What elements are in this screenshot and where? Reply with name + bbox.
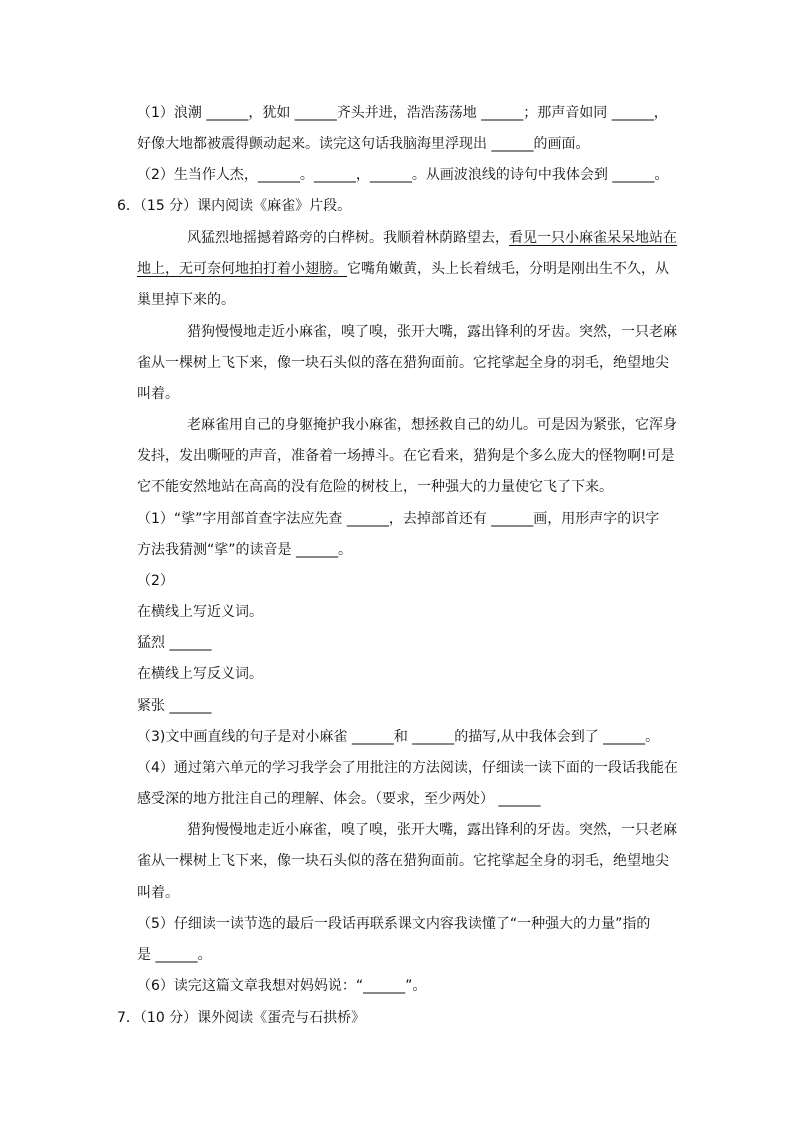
q7-heading: 7．（10 分）课外阅读《蛋壳与石拱桥》 — [117, 1010, 366, 1026]
q5-part1-line1: （1）浪潮 ______，犹如 ______齐头并进，浩浩荡荡地 ______；那声音如同 ______， — [137, 105, 668, 121]
passage-para3-line1: 老麻雀用自己的身躯掩护我小麻雀，想拯救自己的幼儿。可是因为紧张，它浑身 — [187, 417, 677, 433]
q5-part2-line: （2）生当作人杰，______。______，______。从画波浪线的诗句中我体会到 ______。 — [137, 167, 669, 183]
passage-para2-line2: 雀从一棵树上飞下来，像一块石头似的落在猎狗面前。它挓挲起全身的羽毛，绝望地尖 — [137, 355, 669, 371]
q6-sub2-label: （2） — [137, 573, 174, 589]
q6-sub5-line1: （5）仔细读一读节选的最后一段话再联系课文内容我读懂了“一种强大的力量”指的 — [137, 916, 651, 932]
excerpt-line2: 雀从一棵树上飞下来，像一块石头似的落在猎狗面前。它挓挲起全身的羽毛，绝望地尖 — [137, 853, 669, 869]
passage-para3-line2: 发抖，发出嘶哑的声音，准备着一场搏斗。在它看来，猎狗是个多么庞大的怪物啊!可是 — [137, 448, 675, 464]
synonym-instruction: 在横线上写近义词。 — [137, 604, 263, 620]
q6-sub1-line1: （1）“挲”字用部首查字法应先查 ______，去掉部首还有 ______画，用形声字的识字 — [137, 511, 660, 527]
q6-sub1-line2: 方法我猜测“挲”的读音是 ______。 — [137, 542, 352, 558]
q6-sub4-line2: 感受深的地方批注自己的理解、体会。（要求，至少两处） ______ — [137, 791, 541, 807]
passage-para1-line2 — [137, 260, 669, 280]
passage-para1-line1 — [187, 229, 677, 249]
passage-text: 它嘴角嫩黄，头上长着绒毛，分明是刚出生不久，从 — [347, 261, 669, 277]
antonym-instruction: 在横线上写反义词。 — [137, 666, 263, 682]
underlined-sentence: 看见一只小麻雀呆呆地站在 — [509, 230, 677, 246]
q6-heading: 6．（15 分）课内阅读《麻雀》片段。 — [117, 198, 352, 214]
q6-sub6-line: （6）读完这篇文章我想对妈妈说：“______”。 — [137, 978, 427, 994]
underlined-sentence: 地上，无可奈何地拍打着小翅膀。 — [137, 261, 347, 277]
q6-sub3-line: （3)文中画直线的句子是对小麻雀 ______和 ______的描写,从中我体会到了 ______。 — [137, 729, 660, 745]
excerpt-line3: 叫着。 — [137, 885, 179, 901]
passage-para2-line1: 猎狗慢慢地走近小麻雀，嗅了嗅，张开大嘴，露出锋利的牙齿。突然，一只老麻 — [187, 324, 677, 340]
passage-para1-line3: 巢里掉下来的。 — [137, 292, 235, 308]
excerpt-line1: 猎狗慢慢地走近小麻雀，嗅了嗅，张开大嘴，露出锋利的牙齿。突然，一只老麻 — [187, 822, 677, 838]
passage-para2-line3: 叫着。 — [137, 386, 179, 402]
antonym-item: 紧张 ______ — [137, 698, 212, 714]
synonym-item: 猛烈 ______ — [137, 635, 212, 651]
passage-text: 风猛烈地摇撼着路旁的白桦树。我顺着林荫路望去， — [187, 230, 509, 246]
passage-para3-line3: 它不能安然地站在高高的没有危险的树枝上，一种强大的力量使它飞了下来。 — [137, 479, 613, 495]
q6-sub4-line1: （4）通过第六单元的学习我学会了用批注的方法阅读，仔细读一读下面的一段话我能在 — [137, 760, 678, 776]
q5-part1-line2: 好像大地都被震得颤动起来。读完这句话我脑海里浮现出 ______的画面。 — [137, 136, 590, 152]
q6-sub5-line2: 是 ______。 — [137, 947, 212, 963]
